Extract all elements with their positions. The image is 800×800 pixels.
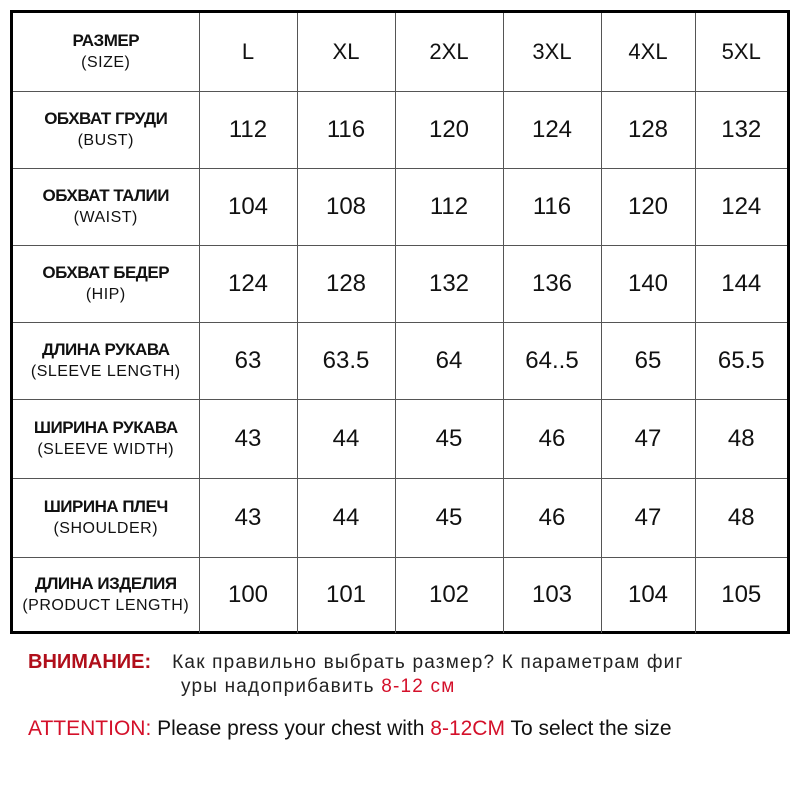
measurement-value: 43 [199,399,297,478]
measurement-label-en: (WAIST) [73,208,138,226]
measurement-value: 100 [199,557,297,633]
measurement-value: 124 [503,91,601,168]
measurement-value: 128 [601,91,695,168]
size-column-header: XL [297,13,395,91]
size-column-header: L [199,13,297,91]
measurement-label-ru: ОБХВАТ ТАЛИИ [42,185,169,205]
measurement-value: 46 [503,478,601,557]
measurement-value: 46 [503,399,601,478]
size-column-header: 4XL [601,13,695,91]
measurement-value: 63 [199,322,297,399]
measurement-value: 124 [199,245,297,322]
measurement-value: 132 [695,91,787,168]
measurement-label-ru: ШИРИНА ПЛЕЧ [43,496,168,516]
measurement-value: 128 [297,245,395,322]
size-column-header: 2XL [395,13,503,91]
measurement-value: 64 [395,322,503,399]
measurement-value: 65.5 [695,322,787,399]
measurement-value: 124 [695,168,787,245]
size-chart-table-frame [10,10,790,634]
measurement-label-ru: ДЛИНА РУКАВА [41,339,170,359]
warning-label-ru: ВНИМАНИЕ: [28,651,152,673]
measurement-label-cell [13,168,199,245]
measurement-row [13,322,787,399]
measurement-value: 63.5 [297,322,395,399]
measurement-row [13,91,787,168]
measurement-value: 47 [601,478,695,557]
measurement-value: 116 [297,91,395,168]
measurement-value: 44 [297,399,395,478]
measurement-value: 101 [297,557,395,633]
note-en-text-before: Please press your chest with [157,717,425,740]
measurement-value: 64..5 [503,322,601,399]
measurement-value: 103 [503,557,601,633]
measurement-row [13,557,787,633]
note-ru-highlight: 8-12 см [381,676,456,697]
note-ru-line2: уры надоприбавить [181,676,375,697]
measurement-value: 48 [695,478,787,557]
measurement-label-en: (SLEEVE WIDTH) [37,440,175,458]
measurement-value: 136 [503,245,601,322]
measurement-label-ru: ДЛИНА ИЗДЕЛИЯ [34,574,177,594]
size-header-cell [13,13,199,91]
measurement-label-ru: ОБХВАТ БЕДЕР [42,262,170,282]
measurement-label-cell [13,322,199,399]
measurement-value: 105 [695,557,787,633]
size-chart-table [13,13,787,633]
measurement-row [13,168,787,245]
measurement-value: 144 [695,245,787,322]
measurement-value: 45 [395,399,503,478]
note-russian [28,650,788,699]
measurement-label-en: (PRODUCT LENGTH) [22,597,190,615]
warning-label-en: ATTENTION: [28,717,152,740]
measurement-label-cell [13,245,199,322]
note-en-text-after: To select the size [510,717,672,740]
measurement-value: 102 [395,557,503,633]
header-row [13,13,787,91]
size-column-header: 3XL [503,13,601,91]
measurement-value: 104 [199,168,297,245]
measurement-label-en: (BUST) [77,131,134,149]
measurement-value: 112 [395,168,503,245]
measurement-value: 120 [395,91,503,168]
measurement-label-en: (SHOULDER) [53,519,159,537]
measurement-value: 104 [601,557,695,633]
measurement-value: 43 [199,478,297,557]
measurement-value: 108 [297,168,395,245]
size-label-en: (SIZE) [81,53,131,71]
measurement-label-cell [13,478,199,557]
measurement-value: 65 [601,322,695,399]
measurement-label-en: (SLEEVE LENGTH) [30,362,181,380]
measurement-value: 47 [601,399,695,478]
measurement-value: 120 [601,168,695,245]
measurement-value: 45 [395,478,503,557]
measurement-value: 44 [297,478,395,557]
measurement-value: 116 [503,168,601,245]
note-en-highlight: 8-12CM [430,717,505,740]
measurement-label-ru: ОБХВАТ ГРУДИ [44,108,168,128]
measurement-value: 140 [601,245,695,322]
size-label-ru: РАЗМЕР [72,30,140,50]
note-ru-line1: Как правильно выбрать размер? К параметрам фиг [172,652,684,673]
size-column-header: 5XL [695,13,787,91]
measurement-value: 112 [199,91,297,168]
measurement-label-cell [13,91,199,168]
measurement-row [13,478,787,557]
measurement-label-ru: ШИРИНА РУКАВА [33,417,178,437]
measurement-label-en: (HIP) [85,285,126,303]
measurement-row [13,245,787,322]
notes-section [28,650,788,741]
measurement-value: 48 [695,399,787,478]
measurement-value: 132 [395,245,503,322]
measurement-label-cell [13,399,199,478]
measurement-label-cell [13,557,199,633]
measurement-row [13,399,787,478]
note-english [28,717,788,741]
